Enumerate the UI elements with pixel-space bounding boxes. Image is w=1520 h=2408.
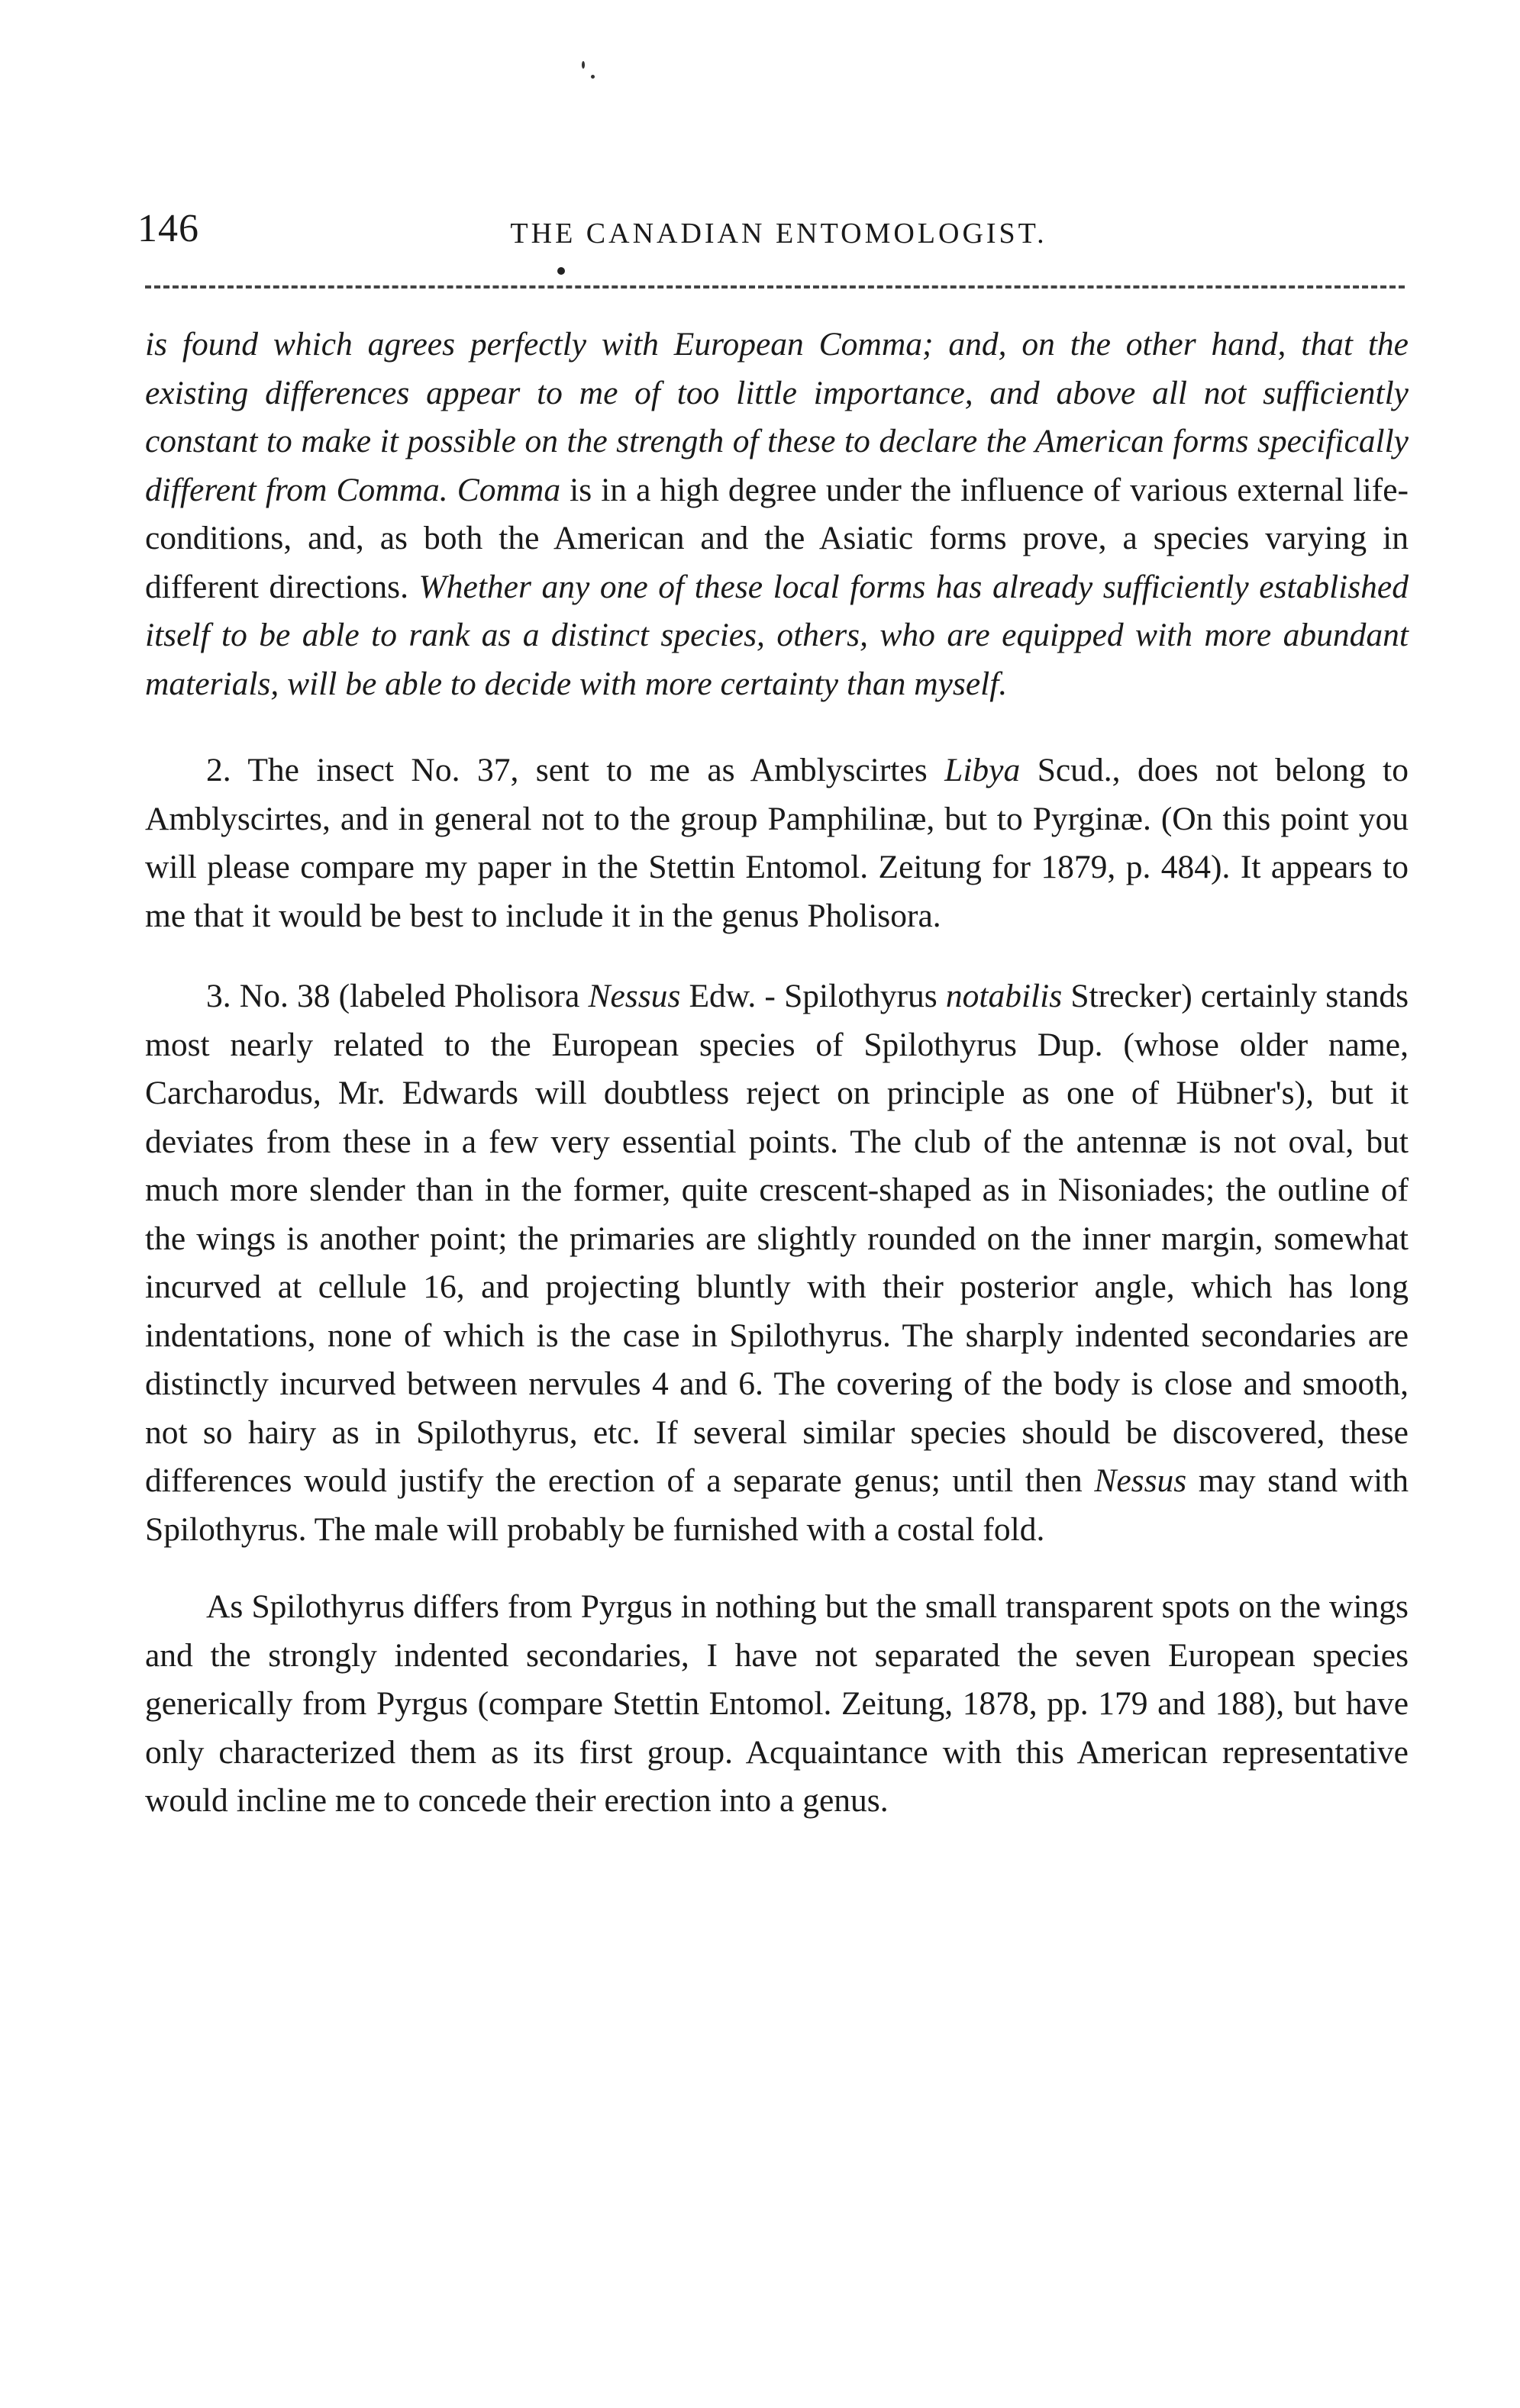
paragraph-text: is in a high degree under the influence of various external life-conditions, and, as both the American and the Asiatic forms prove, a species varying in different directions.: [145, 471, 1409, 605]
italic-text: Whether any one of these local forms has already sufficiently established itself to be able to rank as a distinct species, others, who are equipped with more abundant materials, will be able to decide with more certainty than myself.: [145, 568, 1409, 702]
italic-text: Comma: [457, 471, 561, 508]
header-ornament-dot: [557, 267, 565, 275]
paragraph-text: 3. No. 38 (labeled Pholisora: [206, 978, 589, 1014]
paragraph-4: [145, 1583, 1409, 1826]
paragraph-text: Edw. - Spilothyrus: [680, 978, 946, 1014]
paragraph-text: As Spilothyrus differs from Pyrgus in nothing but the small transparent spots on the wings and the strongly indented secondaries, I have not separated the seven European species generically from Pyrgus (compare Stettin Entomol. Zeitung, 1878, pp. 179 and 188), but have only characterized them as its first group. Acquaintance with this American representative would incline me to concede their erection into a genus.: [145, 1588, 1409, 1819]
paragraph-text: Scud., does not belong to Amblyscirtes, and in general not to the group Pamphilinæ, but to Pyrginæ. (On this point you will please compare my paper in the Stettin Entomol. Zeitung for 1879, p. 484). It appears to me that it would be best to include it in the genus Pholisora.: [145, 752, 1409, 934]
paragraph-text: may stand with Spilothyrus. The male will probably be furnished with a costal fold.: [145, 1462, 1409, 1548]
speck: [591, 75, 595, 79]
species-name: Libya: [944, 752, 1021, 788]
print-specks: [580, 61, 611, 92]
species-name: Nessus: [1094, 1462, 1187, 1499]
paragraph-1: [145, 321, 1409, 708]
italic-text: is found which agrees perfectly with European Comma; and, on the other hand, that the existing differences appear to me of too little importance, and above all not sufficiently constant to make it possible on the strength of these to declare the American forms specifically different from Comma.: [145, 326, 1409, 508]
species-name: notabilis: [945, 978, 1063, 1014]
species-name: Nessus: [588, 978, 681, 1014]
paragraph-2: [145, 746, 1409, 940]
journal-title: THE CANADIAN ENTOMOLOGIST.: [510, 218, 1047, 250]
speck: [582, 61, 585, 69]
paragraph-text: Strecker) certainly stands most nearly related to the European species of Spilothyrus Dup. (whose older name, Carcharodus, Mr. Edwards will doubtless reject on principle as one of Hübner's), but it deviates from these in a few very essential points. The club of the antennæ is not oval, but much more slender than in the former, quite crescent-shaped as in Nisoniades; the outline of the wings is another point; the primaries are slightly rounded on the inner margin, somewhat incurved at cellule 16, and projecting bluntly with their posterior angle, which has long indentations, none of which is the case in Spilothyrus. The sharply indented secondaries are distinctly incurved between nervules 4 and 6. The covering of the body is close and smooth, not so hairy as in Spilothyrus, etc. If several similar species should be discovered, these differences would justify the erection of a separate genus; until then: [145, 978, 1409, 1499]
page-number: 146: [137, 207, 199, 250]
running-head: [137, 206, 1405, 259]
paragraph-text: 2. The insect No. 37, sent to me as Amblyscirtes: [206, 752, 945, 788]
paragraph-3: [145, 972, 1409, 1554]
article-body: [145, 321, 1409, 1826]
header-rule: [145, 285, 1405, 289]
